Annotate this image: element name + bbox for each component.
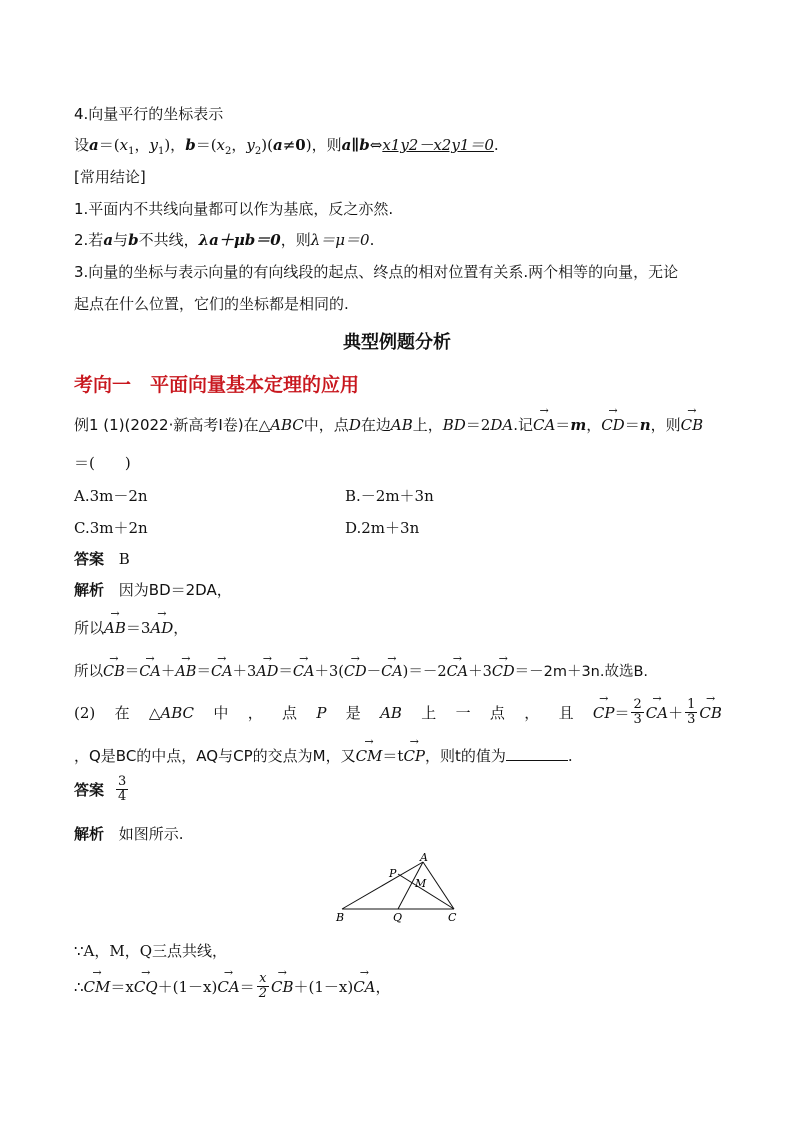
example-2-line2 bbox=[74, 745, 573, 766]
text: ＝ bbox=[624, 416, 640, 434]
text: ＝ bbox=[239, 978, 255, 997]
option-c: C.3m＋2n bbox=[74, 519, 148, 537]
vector-cp: → CP bbox=[403, 747, 425, 765]
vector-b: b bbox=[185, 136, 196, 154]
vector-ca: → CA bbox=[353, 978, 375, 996]
text: ， bbox=[134, 136, 150, 154]
label-p: P bbox=[389, 867, 397, 880]
var-x2: x bbox=[216, 136, 226, 154]
text: 所以 bbox=[74, 619, 105, 637]
direction-title: 考向一 平面向量基本定理的应用 bbox=[74, 374, 360, 396]
text: ，则 bbox=[650, 416, 681, 434]
answer-2-fraction bbox=[116, 775, 128, 805]
vector-ab: → AB bbox=[104, 619, 126, 637]
numerator: 1 bbox=[687, 697, 696, 712]
text: . bbox=[567, 747, 573, 765]
vector-n: n bbox=[639, 416, 651, 434]
text: ， bbox=[524, 704, 540, 723]
text: ， bbox=[375, 978, 391, 997]
text: ＝ bbox=[278, 664, 293, 680]
answer-2-row bbox=[74, 775, 130, 805]
example-1-bracket: ＝( ) bbox=[74, 454, 131, 472]
text: 所以 bbox=[74, 664, 103, 680]
text: ＝3 bbox=[125, 619, 151, 637]
segment-ab: AB bbox=[380, 703, 402, 722]
var-y2: y bbox=[246, 136, 255, 154]
segment-da: DA bbox=[490, 416, 514, 434]
analysis-label: 解析 bbox=[74, 581, 105, 599]
text: ＝ bbox=[124, 664, 140, 680]
vector-ca: → CA bbox=[293, 664, 315, 680]
var-y1: y bbox=[149, 136, 158, 154]
text: ＝( bbox=[98, 136, 120, 154]
sub: 2 bbox=[225, 146, 232, 157]
vector-cb: → CB bbox=[699, 704, 722, 722]
parallel-expr: a∥b bbox=[341, 136, 370, 154]
vector-a: a bbox=[89, 136, 99, 154]
triangle-name: △ABC bbox=[148, 703, 195, 722]
text: ⇔ bbox=[369, 136, 383, 154]
example-1-question bbox=[74, 414, 703, 435]
conclusion-3-line2: 起点在什么位置，它们的坐标都是相同的. bbox=[74, 295, 349, 313]
text: 上， bbox=[412, 416, 443, 434]
text: ＋3( bbox=[314, 664, 344, 680]
text: ， bbox=[231, 136, 247, 154]
label-a: A bbox=[420, 851, 428, 864]
side-ac bbox=[423, 862, 454, 909]
triangle-figure bbox=[330, 850, 470, 930]
linear-combination: λa＋μb＝0 bbox=[198, 231, 281, 249]
option-d: D.2m＋3n bbox=[345, 519, 420, 537]
text: ＝t bbox=[382, 747, 404, 765]
option-a: A.3m－2n bbox=[74, 487, 148, 505]
answer-1-value: B bbox=[118, 550, 130, 568]
text: 在边 bbox=[360, 416, 391, 434]
denominator: 2 bbox=[258, 986, 267, 1002]
text: 一 bbox=[455, 704, 471, 723]
text: . bbox=[493, 136, 499, 154]
cp-expression bbox=[593, 698, 722, 728]
vector-a: a bbox=[103, 231, 114, 249]
analysis-2-text: 如图所示. bbox=[118, 825, 184, 843]
text: ＝x bbox=[110, 978, 134, 997]
zero-vector: 0 bbox=[295, 136, 306, 154]
text: )，则 bbox=[305, 136, 342, 154]
analysis-1-row bbox=[74, 579, 232, 600]
conclusion-header: [常用结论] bbox=[74, 168, 146, 186]
vector-ca: → CA bbox=[217, 978, 239, 996]
text: ＝ bbox=[555, 416, 571, 434]
answer-blank[interactable] bbox=[506, 746, 568, 761]
vector-ad: → AD bbox=[150, 619, 173, 637]
conclusion-3-line1: 3.向量的坐标与表示向量的有向线段的起点、终点的相对位置有关系.两个相等的向量，无论 bbox=[74, 263, 679, 281]
answer-label: 答案 bbox=[74, 550, 105, 568]
text: 不共线， bbox=[138, 231, 199, 249]
analysis-1-line2 bbox=[74, 617, 188, 638]
text: ， bbox=[247, 704, 263, 723]
triangle-name: ABC bbox=[270, 416, 304, 434]
text: ＝ bbox=[196, 664, 211, 680]
text: ＝( bbox=[195, 136, 217, 154]
text: ，则 bbox=[280, 231, 311, 249]
text: )( bbox=[261, 136, 273, 154]
text: ， bbox=[173, 619, 189, 637]
because-line: ∵A，M，Q三点共线， bbox=[74, 942, 228, 960]
vector-cb: → CB bbox=[103, 664, 125, 680]
denominator: 3 bbox=[687, 712, 696, 728]
text: 在 bbox=[114, 704, 130, 723]
analysis-1-line3 bbox=[74, 660, 648, 681]
segment-ab: AB bbox=[390, 416, 413, 434]
text: ＝－2m＋3n.故选B. bbox=[514, 664, 649, 680]
vector-ad: → AD bbox=[256, 664, 278, 680]
label-m: M bbox=[415, 877, 427, 890]
coefficients: λ＝μ＝0 bbox=[310, 231, 370, 249]
text: ＋ bbox=[668, 704, 684, 723]
segment-bd: BD bbox=[442, 416, 466, 434]
text: . bbox=[369, 231, 375, 249]
text: ， bbox=[586, 416, 602, 434]
text: ，Q是BC的中点，AQ与CP的交点为M，又 bbox=[74, 747, 356, 765]
point-d: D bbox=[348, 416, 361, 434]
vector-a: a bbox=[272, 136, 283, 154]
therefore-line bbox=[74, 972, 391, 1002]
parallel-formula: x1y2－x2y1＝0 bbox=[382, 136, 494, 154]
text: ＋(1－x) bbox=[293, 978, 354, 997]
vector-ca: → CA bbox=[139, 664, 161, 680]
label-c: C bbox=[448, 911, 457, 924]
answer-label: 答案 bbox=[74, 781, 105, 800]
vector-ca: → CA bbox=[533, 416, 555, 434]
text: ，则t的值为 bbox=[425, 747, 506, 765]
text: 中 bbox=[213, 704, 229, 723]
fraction bbox=[257, 972, 269, 1002]
var-x1: x bbox=[119, 136, 129, 154]
fraction bbox=[685, 698, 697, 728]
numerator: 3 bbox=[118, 774, 127, 789]
text: )， bbox=[164, 136, 186, 154]
text: ∴ bbox=[74, 977, 84, 996]
text: 例1 (1)(2022·新高考Ⅰ卷)在△ bbox=[74, 416, 271, 434]
text: － bbox=[366, 664, 382, 680]
conclusion-2 bbox=[74, 229, 374, 250]
vector-cm: → CM bbox=[84, 978, 111, 996]
text: ≠ bbox=[282, 136, 296, 154]
label-b: B bbox=[336, 911, 345, 924]
fraction bbox=[631, 698, 643, 728]
vector-cq: → CQ bbox=[134, 978, 158, 996]
vector-cb: → CB bbox=[271, 978, 294, 996]
text: 且 bbox=[558, 704, 574, 723]
vector-ca: → CA bbox=[447, 664, 469, 680]
vector-m: m bbox=[570, 416, 587, 434]
text: 是 bbox=[345, 704, 361, 723]
vector-cd: → CD bbox=[492, 664, 515, 680]
text: 点 bbox=[489, 704, 505, 723]
text: )＝－2 bbox=[402, 664, 447, 680]
option-b: B.－2m＋3n bbox=[345, 487, 434, 505]
text: 中，点 bbox=[303, 416, 349, 434]
conclusion-1: 1.平面内不共线向量都可以作为基底，反之亦然. bbox=[74, 200, 394, 218]
label-q: Q bbox=[393, 911, 403, 924]
analysis-2-row bbox=[74, 823, 184, 844]
text: 设 bbox=[74, 136, 90, 154]
vector-ca: → CA bbox=[381, 664, 403, 680]
denominator: 4 bbox=[118, 789, 127, 805]
vector-ca: → CA bbox=[646, 704, 668, 722]
text: ＋3 bbox=[232, 664, 257, 680]
analysis-1-text: 因为BD＝2DA， bbox=[118, 581, 232, 599]
sub: 1 bbox=[157, 146, 165, 157]
vector-cd: → CD bbox=[601, 416, 625, 434]
text: ＝2 bbox=[465, 416, 491, 434]
text: ＝ bbox=[614, 704, 630, 723]
sub: 1 bbox=[128, 146, 135, 157]
vector-cd: → CD bbox=[344, 664, 367, 680]
text: ＋3 bbox=[468, 664, 492, 680]
vector-ca: → CA bbox=[211, 664, 233, 680]
section-4-title: 4.向量平行的坐标表示 bbox=[74, 105, 224, 123]
text: 点 bbox=[282, 704, 298, 723]
example-2-question bbox=[74, 698, 722, 728]
numerator: x bbox=[259, 971, 267, 986]
vector-cb: → CB bbox=[681, 416, 704, 434]
text: ＋ bbox=[160, 664, 176, 680]
vector-b: b bbox=[128, 231, 139, 249]
text: ＋(1－x) bbox=[157, 978, 218, 997]
vector-ab: → AB bbox=[175, 664, 196, 680]
sub: 2 bbox=[254, 146, 262, 157]
numerator: 2 bbox=[633, 697, 642, 712]
point-p: P bbox=[316, 703, 327, 722]
vector-cp: → CP bbox=[593, 704, 615, 722]
denominator: 3 bbox=[633, 712, 642, 728]
text: 上 bbox=[421, 704, 437, 723]
parallel-condition bbox=[74, 134, 499, 157]
question-number: (2) bbox=[74, 703, 96, 722]
text: 2.若 bbox=[74, 231, 104, 249]
text: 与 bbox=[113, 231, 129, 249]
section-title: 典型例题分析 bbox=[343, 332, 451, 353]
answer-1-row bbox=[74, 548, 130, 569]
vector-cm: → CM bbox=[356, 747, 383, 765]
text: .记 bbox=[513, 416, 533, 434]
analysis-label: 解析 bbox=[74, 825, 105, 843]
